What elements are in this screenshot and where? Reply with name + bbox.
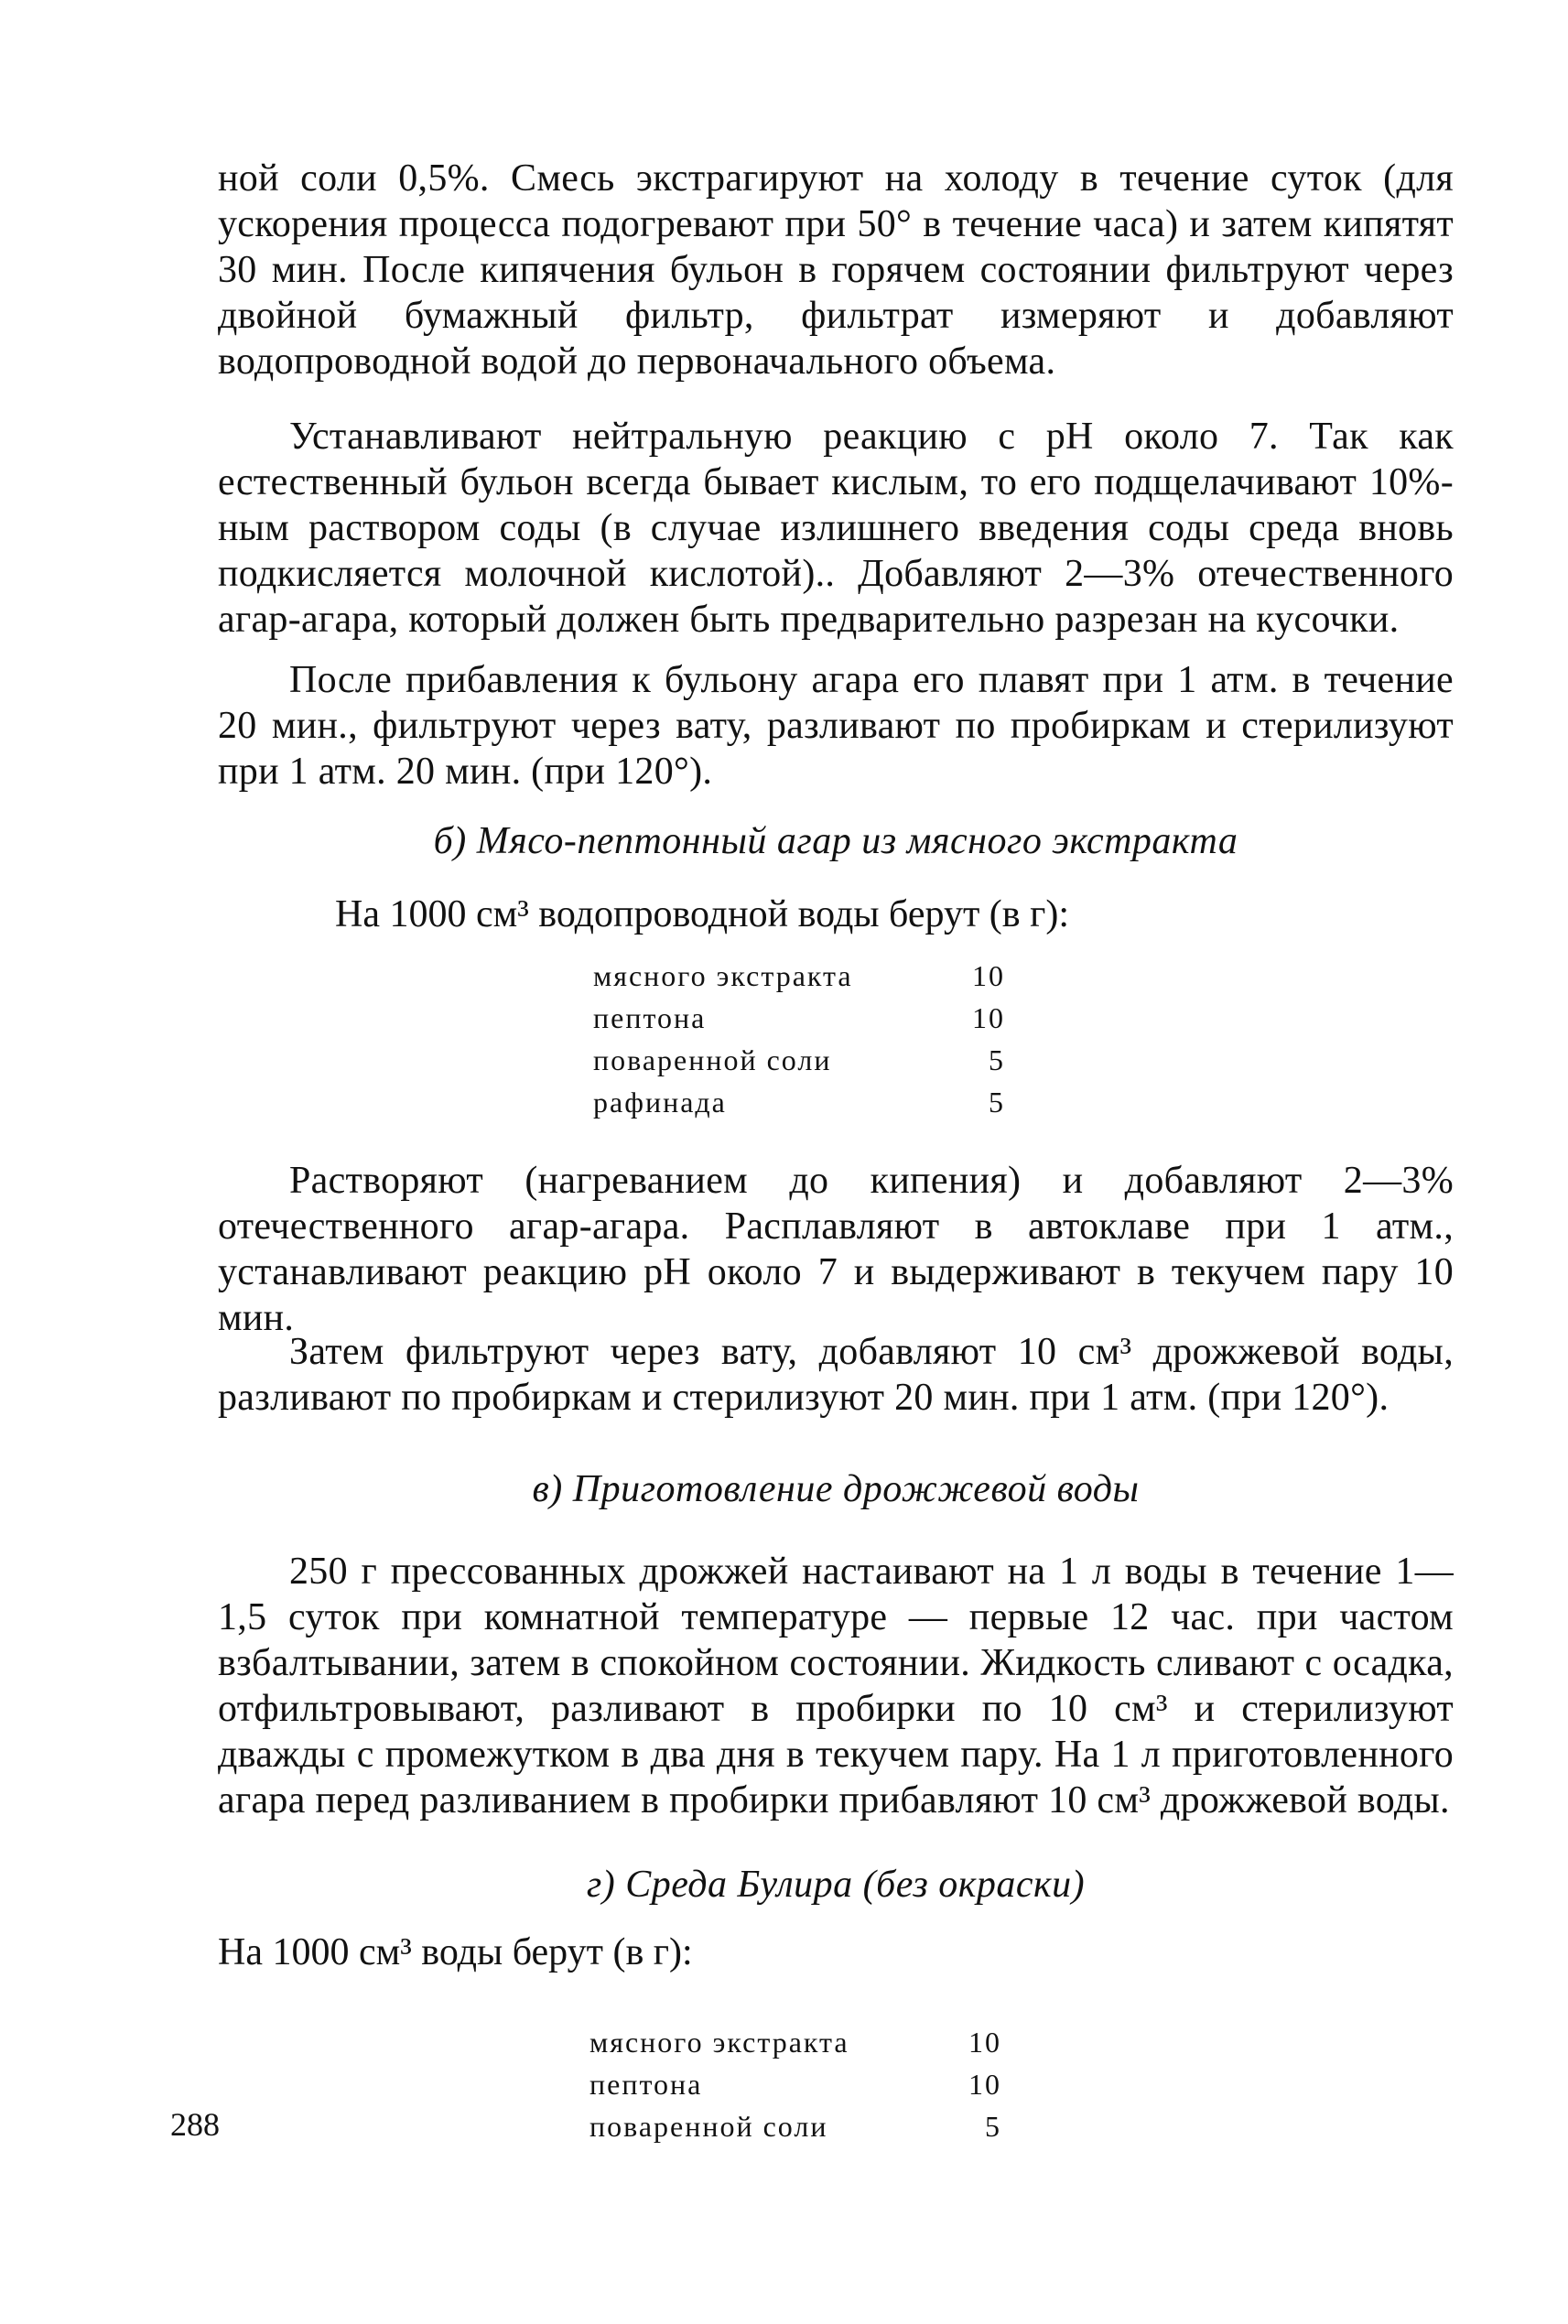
recipe-row (593, 997, 1005, 1039)
recipe-row (589, 2021, 1001, 2063)
ingredient-name: поваренной соли (589, 2109, 828, 2143)
recipe-table-g (589, 2021, 1001, 2147)
ingredient-name: рафинада (593, 1085, 727, 1119)
ingredient-amount: 10 (972, 958, 1005, 992)
paragraph: 250 г прессованных дрожжей настаивают на 1 л воды в течение 1—1,5 суток при комнатной температуре — первые 12 час. при частом взбалтывании, затем в спокойном состоянии. Жидкость сливают с осадка, отфильтровывают, разливают в пробирки по 10 см³ и стерилизуют дважды с промежутком в два дня в текучем пару. На 1 л приготовленного агара перед разливанием в пробирки прибавляют 10 см³ дрожжевой воды. (218, 1551, 1454, 1821)
recipe-row (589, 2063, 1001, 2105)
recipe-row (593, 1081, 1005, 1123)
section-b-lead-block (218, 892, 1454, 937)
paragraph: После прибавления к бульону агара его плавят при 1 атм. в течение 20 мин., фильтруют через вату, разливают по пробиркам и стерилизуют при 1 атм. 20 мин. (при 120°). (218, 659, 1454, 793)
section-b-heading-block (218, 818, 1454, 864)
section-g-heading-block (218, 1862, 1454, 1908)
recipe-row (589, 2105, 1001, 2147)
ingredient-amount: 5 (989, 1085, 1005, 1119)
recipe-lead: На 1000 см³ воды берут (в г): (218, 1931, 693, 1973)
ingredient-name: мясного экстракта (593, 958, 853, 992)
recipe-lead: На 1000 см³ водопроводной воды берут (в г): (335, 893, 1069, 935)
ingredient-name: поваренной соли (593, 1043, 832, 1076)
paragraph-agar (218, 657, 1454, 794)
paragraph: Растворяют (нагреванием до кипения) и добавляют 2—3% отечественного агар-агара. Расплавляют в автоклаве при 1 атм., устанавливают реакцию pH около 7 и выдерживают в текучем пару 10 мин. (218, 1160, 1454, 1339)
ingredient-name: мясного экстракта (589, 2025, 849, 2059)
paragraph-yeast (218, 1549, 1454, 1823)
ingredient-amount: 10 (968, 2067, 1001, 2101)
paragraph-continuation (218, 156, 1454, 384)
ingredient-amount: 10 (968, 2025, 1001, 2059)
paragraph: Затем фильтруют через вату, добавляют 10 см³ дрожжевой воды, разливают по пробиркам и стерилизуют 20 мин. при 1 атм. (при 120°). (218, 1331, 1454, 1419)
paragraph: ной соли 0,5%. Смесь экстрагируют на холоду в течение суток (для ускорения процесса подогревают при 50° в течение часа) и затем кипятят 30 мин. После кипячения бульон в горячем состоянии фильтруют через двойной бумажный фильтр, фильтрат измеряют и добавляют водопроводной водой до первоначального объема. (218, 157, 1454, 383)
ingredient-name: пептона (593, 1000, 707, 1034)
paragraph-dissolve (218, 1158, 1454, 1341)
paragraph-filter (218, 1329, 1454, 1421)
recipe-row (593, 1039, 1005, 1081)
page-number: 288 (170, 2106, 220, 2143)
ingredient-amount: 10 (972, 1000, 1005, 1034)
ingredient-amount: 5 (989, 1043, 1005, 1076)
section-heading: б) Мясо-пептонный агар из мясного экстракта (433, 820, 1238, 862)
ingredient-name: пептона (589, 2067, 703, 2101)
section-g-lead-block (218, 1929, 1454, 1975)
section-heading: г) Среда Булира (без окраски) (586, 1864, 1086, 1906)
ingredient-amount: 5 (985, 2109, 1001, 2143)
section-v-heading-block (218, 1466, 1454, 1512)
paragraph-ph (218, 414, 1454, 643)
recipe-row (593, 955, 1005, 997)
section-heading: в) Приготовление дрожжевой воды (532, 1468, 1140, 1510)
recipe-table-b (593, 955, 1005, 1123)
paragraph: Устанавливают нейтральную реакцию с pH около 7. Так как естественный бульон всегда бывает кислым, то его подщелачивают 10%-ным раствором соды (в случае излишнего введения соды среда вновь подкисляется молочной кислотой).. Добавляют 2—3% отечественного агар-агара, который должен быть предварительно разрезан на кусочки. (218, 416, 1454, 641)
